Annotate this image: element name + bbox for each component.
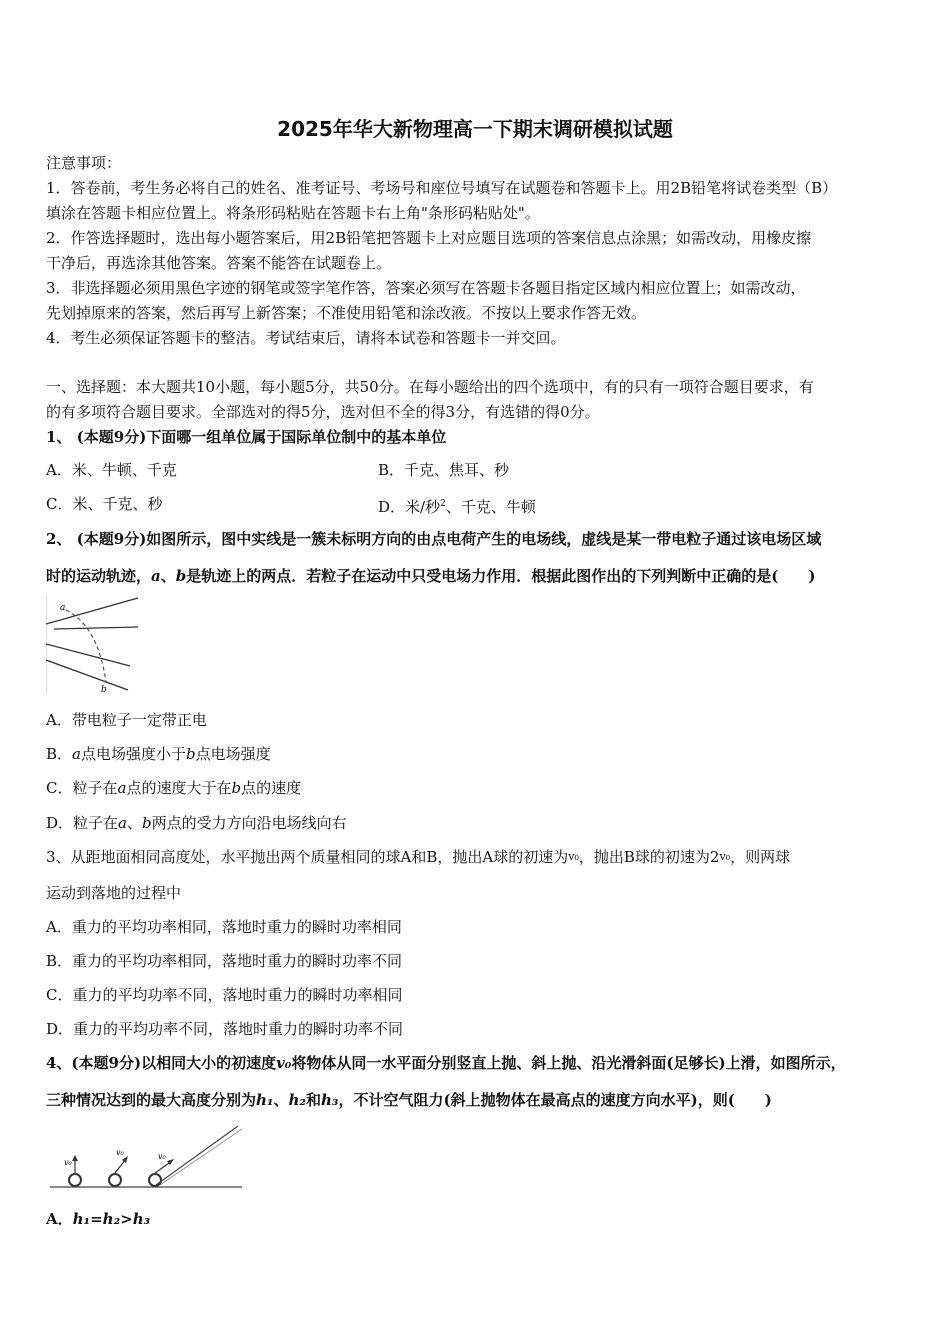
q3-option-a: A．重力的平均功率相同，落地时重力的瞬时功率相同: [46, 918, 402, 936]
notice-line: 2．作答选择题时，选出每小题答案后，用2B铅笔把答题卡上对应题目选项的答案信息点涂黑；如需改动，用橡皮擦: [46, 229, 812, 247]
q2-option-d: D．粒子在a、b两点的受力方向沿电场线向右: [46, 814, 347, 832]
q2-option-a: A．带电粒子一定带正电: [46, 711, 207, 729]
q1-option-d: D．米/秒$^2$、千克、牛顿: [378, 498, 536, 516]
q3-option-c: C．重力的平均功率不同，落地时重力的瞬时功率相同: [46, 986, 403, 1004]
q2-stem-2: 时的运动轨迹，a、b是轨迹上的两点．若粒子在运动中只受电场力作用．根据此图作出的下列判断中正确的是( ): [46, 567, 816, 585]
q1-option-c: C．米、千克、秒: [46, 495, 163, 513]
page-title: 2025年华大新物理高一下期末调研模拟试题: [277, 117, 673, 141]
notice-line: 先划掉原来的答案，然后再写上新答案；不准使用铅笔和涂改液。不按以上要求作答无效。: [46, 304, 647, 322]
svg-text:v₀: v₀: [116, 1148, 124, 1157]
electric-field-figure: [46, 596, 142, 694]
notice-line: 3．非选择题必须用黑色字迹的钢笔或签字笔作答，答案必须写在答题卡各题目指定区域内相应位置上；如需改动，: [46, 279, 806, 297]
q3-option-b: B．重力的平均功率相同，落地时重力的瞬时功率不同: [46, 952, 403, 970]
q2-option-c: C．粒子在a点的速度大于在b点的速度: [46, 779, 302, 797]
q1-stem: 1、 (本题9分)下面哪一组单位属于国际单位制中的基本单位: [46, 428, 447, 446]
svg-text:v₀: v₀: [158, 1152, 166, 1161]
notice-line: 填涂在答题卡相应位置上。将条形码粘贴在答题卡右上角"条形码粘贴处"。: [46, 204, 540, 222]
q3-option-d: D．重力的平均功率不同，落地时重力的瞬时功率不同: [46, 1020, 404, 1038]
q1-option-a: A．米、牛顿、千克: [46, 461, 177, 479]
svg-text:v₀: v₀: [64, 1158, 72, 1167]
notice-line: 1．答卷前，考生务必将自己的姓名、准考证号、考场号和座位号填写在试题卷和答题卡上。用2B铅笔将试卷类型（B）: [46, 179, 838, 197]
notice-line: 干净后，再选涂其他答案。答案不能答在试题卷上。: [46, 254, 392, 272]
q4-option-a: A．h₁=h₂>h₃: [46, 1210, 151, 1228]
notice-heading: 注意事项：: [46, 154, 122, 172]
q3-stem-2: 运动到落地的过程中: [46, 884, 182, 902]
q3-stem: 3、从距地面相同高度处，水平抛出两个质量相同的球A和B，抛出A球的初速为v₀，抛出B球的初速为2v₀，则两球: [46, 848, 791, 866]
q2-option-b: B．a点电场强度小于b点电场强度: [46, 745, 271, 763]
q1-option-b: B．千克、焦耳、秒: [378, 461, 510, 479]
projectile-figure: [48, 1123, 244, 1193]
q2-stem: 2、 (本题9分)如图所示，图中实线是一簇未标明方向的由点电荷产生的电场线，虚线是某一带电粒子通过该电场区域: [46, 530, 822, 548]
q4-stem: 4、(本题9分)以相同大小的初速度v₀将物体从同一水平面分别竖直上抛、斜上抛、沿光滑斜面(足够长)上滑，如图所示，: [46, 1054, 846, 1072]
q4-stem-2: 三种情况达到的最大高度分别为h₁、h₂和h₃，不计空气阻力(斜上抛物体在最高点的速度方向水平)，则( ): [46, 1091, 772, 1109]
svg-text:a: a: [60, 603, 66, 613]
notice-line: 4．考生必须保证答题卡的整洁。考试结束后，请将本试卷和答题卡一并交回。: [46, 329, 566, 347]
section-intro: 一、选择题：本大题共10小题，每小题5分，共50分。在每小题给出的四个选项中，有的只有一项符合题目要求，有: [46, 378, 814, 396]
svg-text:b: b: [101, 685, 107, 694]
section-intro: 的有多项符合题目要求。全部选对的得5分，选对但不全的得3分，有选错的得0分。: [46, 403, 600, 421]
